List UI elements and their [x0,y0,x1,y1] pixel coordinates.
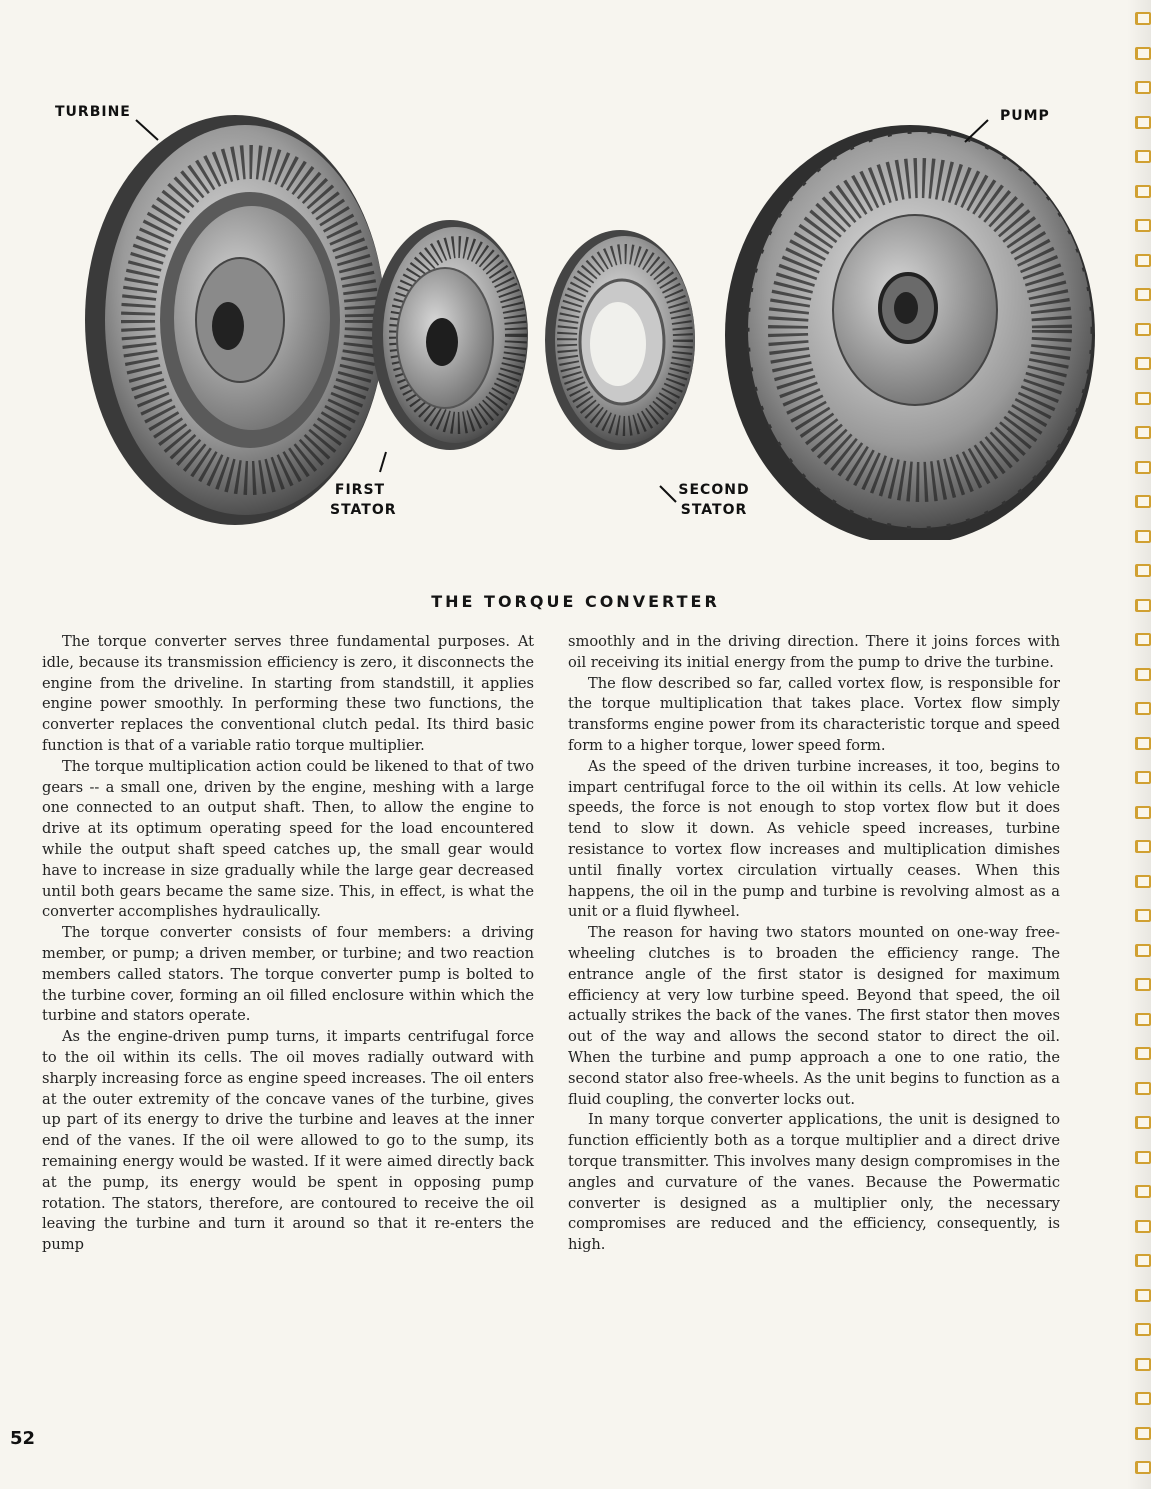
spiral-hole [1135,1358,1151,1371]
spiral-hole [1135,150,1151,163]
spiral-hole [1135,737,1151,750]
spiral-hole [1135,1116,1151,1129]
spiral-hole [1135,1461,1151,1474]
spiral-hole [1135,392,1151,405]
pump-pointer [965,120,988,142]
spiral-hole [1135,1289,1151,1302]
spiral-hole [1135,219,1151,232]
spiral-hole [1135,1254,1151,1267]
second-stator-part [545,230,695,450]
paragraph: The reason for having two stators mounted on one-way free-wheeling clutches is to broaden the efficiency range. The entrance angle of the first stator is designed for maximum efficiency at very low turbine speed. Beyond that speed, the oil actually strikes the back of the vanes. The first stator then moves out of the way and allows the second stator to direct the oil. When the turbine and pump approach a one to one ratio, the second stator also free-wheels. As the unit begins to function as a fluid coupling, the converter locks out. [568,924,1060,1108]
spiral-hole [1135,1185,1151,1198]
spiral-hole [1135,1427,1151,1440]
spiral-hole [1135,909,1151,922]
turbine-part [85,115,385,525]
spiral-hole [1135,1013,1151,1026]
paragraph: The torque multiplication action could be likened to that of two gears -- a small one, driven by the engine, meshing with a large one connected to an output shaft. Then, to allow the engine to drive at its optimum operating speed for the load encountered while the output shaft speed catches up, the small gear would have to increase in size gradually while the large gear decreased until both gears became the same size. This, in effect, is what the converter accomplishes hydraulically. [42,757,534,921]
spiral-hole [1135,185,1151,198]
spiral-hole [1135,1323,1151,1336]
spiral-hole [1135,633,1151,646]
spiral-hole [1135,116,1151,129]
spiral-hole [1135,702,1151,715]
spiral-hole [1135,357,1151,370]
spiral-binding [1131,0,1151,1489]
spiral-hole [1135,668,1151,681]
left-column [42,632,534,1256]
first-stator-part [372,220,528,450]
page-number: 52 [10,1428,36,1449]
second-stator-label [678,482,750,518]
torque-converter-figure [40,90,1110,540]
spiral-hole [1135,564,1151,577]
turbine-label: TURBINE [55,104,131,120]
second-stator-label-line2: STATOR [680,502,748,518]
spiral-hole [1135,1151,1151,1164]
spiral-hole [1135,47,1151,60]
first-stator-label-line1: FIRST [334,482,386,498]
spiral-hole [1135,875,1151,888]
first-stator-pointer [380,452,386,472]
spiral-hole [1135,288,1151,301]
pump-label: PUMP [1000,108,1050,124]
spiral-hole [1135,254,1151,267]
turbine-pointer [136,120,158,140]
spiral-hole [1135,426,1151,439]
paragraph: As the speed of the driven turbine increases, it too, begins to impart centrifugal force to the oil within its cells. At low vehicle speeds, the force is not enough to stop vortex flow but it does tend to slow it down. As vehicle speed increases, turbine resistance to vortex flow increases and multiplication dimishes until finally vortex circulation virtually ceases. When this happens, the oil in the pump and turbine is revolving almost as a unit or a fluid flywheel. [568,757,1060,921]
spiral-hole [1135,495,1151,508]
section-title: THE TORQUE CONVERTER [431,592,720,611]
spiral-hole [1135,944,1151,957]
first-stator-label-line2: STATOR [330,502,397,518]
paragraph: The torque converter consists of four members: a driving member, or pump; a driven member, or turbine; and two reaction members called stators. The torque converter pump is bolted to the turbine cover, forming an oil filled enclosure within which the turbine and stators operate. [42,924,534,1025]
spiral-hole [1135,978,1151,991]
paragraph: In many torque converter applications, the unit is designed to function efficiently both as a torque multiplier and a direct drive torque transmitter. This involves many design compromises in the angles and curvature of the vanes. Because the Powermatic converter is designed as a multiplier only, the necessary compromises are reduced and the efficiency, consequently, is high. [568,1111,1060,1254]
spiral-hole [1135,323,1151,336]
paragraph: The flow described so far, called vortex flow, is responsible for the torque multiplication that takes place. Vortex flow simply transforms engine power from its characteristic torque and speed form to a higher torque, lower speed form. [568,674,1060,754]
spiral-hole [1135,771,1151,784]
right-column [568,632,1060,1256]
spiral-hole [1135,806,1151,819]
spiral-hole [1135,530,1151,543]
paragraph: smoothly and in the driving direction. There it joins forces with oil receiving its initial energy from the pump to drive the turbine. [568,633,1060,671]
spiral-hole [1135,1220,1151,1233]
spiral-hole [1135,1392,1151,1405]
spiral-hole [1135,840,1151,853]
pump-part [725,125,1095,540]
second-stator-pointer [660,486,676,502]
second-stator-label-line1: SECOND [678,482,750,498]
paragraph: The torque converter serves three fundamental purposes. At idle, because its transmission efficiency is zero, it disconnects the engine from the driveline. In starting from standstill, it applies engine power smoothly. In performing these two functions, the converter replaces the conventional clutch pedal. Its third basic function is that of a variable ratio torque multiplier. [42,633,534,754]
spiral-hole [1135,81,1151,94]
spiral-hole [1135,1082,1151,1095]
paragraph: As the engine-driven pump turns, it imparts centrifugal force to the oil within its cells. The oil moves radially outward with sharply increasing force as engine speed increases. The oil enters at the outer extremity of the concave vanes of the turbine, gives up part of its energy to drive the turbine and leaves at the inner end of the vanes. If the oil were allowed to go to the sump, its remaining energy would be wasted. If it were aimed directly back at the pump, its energy would be spent in opposing pump rotation. The stators, therefore, are contoured to receive the oil leaving the turbine and turn it around so that it re-enters the pump [42,1028,534,1254]
spiral-hole [1135,461,1151,474]
first-stator-label [330,482,397,518]
spiral-hole [1135,12,1151,25]
spiral-hole [1135,1047,1151,1060]
torque-converter-photo [40,90,1110,540]
